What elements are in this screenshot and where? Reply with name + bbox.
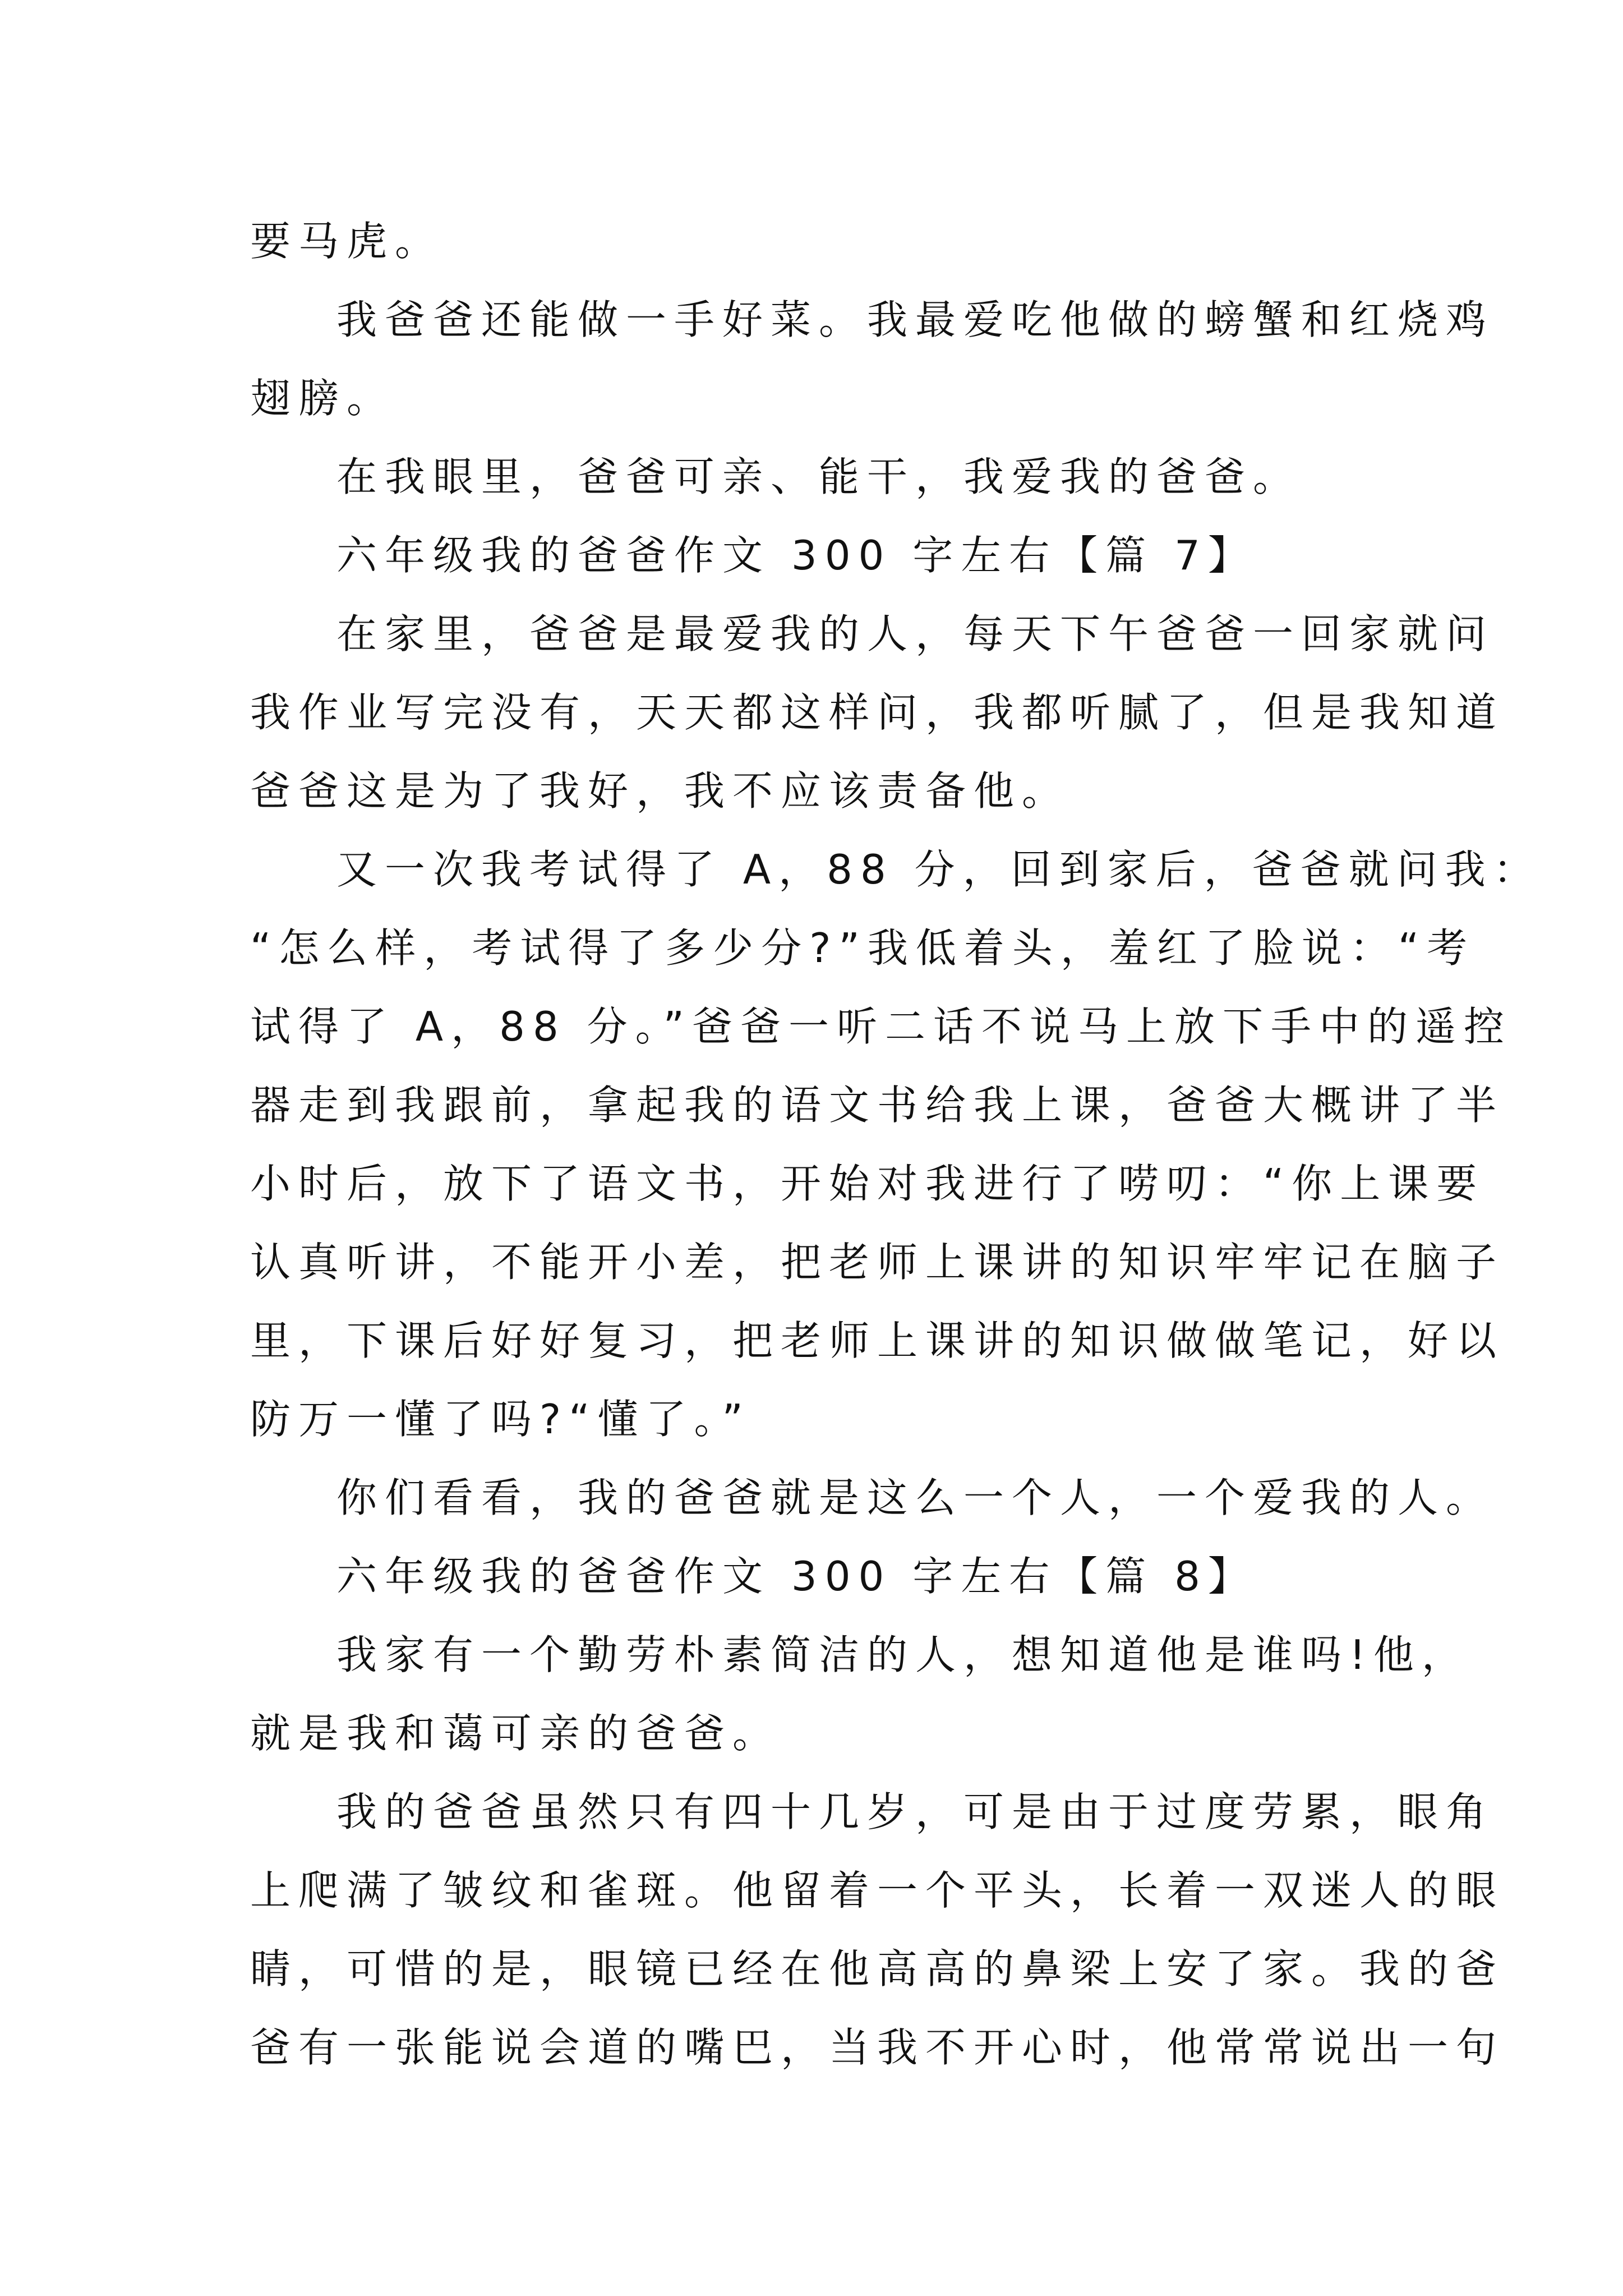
text-line: 就是我和蔼可亲的爸爸。 (250, 1710, 781, 1757)
text-line: 又一次我考试得了 A，88 分，回到家后，爸爸就问我： (336, 846, 1542, 893)
text-line: 翅膀。 (250, 375, 395, 422)
text-line: 在我眼里，爸爸可亲、能干，我爱我的爸爸。 (336, 453, 1302, 500)
text-line: 我爸爸还能做一手好菜。我最爱吃他做的螃蟹和红烧鸡 (336, 296, 1495, 343)
text-line: 我家有一个勤劳朴素简洁的人，想知道他是谁吗!他， (336, 1631, 1470, 1678)
text-line: 要马虎。 (250, 218, 444, 265)
text-line: “怎么样，考试得了多少分?”我低着头，羞红了脸说：“考 (250, 924, 1476, 972)
section-heading: 六年级我的爸爸作文 300 字左右【篇 8】 (336, 1553, 1256, 1600)
text-line: 防万一懂了吗?“懂了。” (250, 1396, 751, 1443)
text-line: 爸爸这是为了我好，我不应该责备他。 (250, 767, 1071, 815)
text-line: 我的爸爸虽然只有四十几岁，可是由于过度劳累，眼角 (336, 1788, 1495, 1835)
text-line: 在家里，爸爸是最爱我的人，每天下午爸爸一回家就问 (336, 610, 1495, 657)
text-line: 爸有一张能说会道的嘴巴，当我不开心时，他常常说出一句 (250, 2024, 1505, 2071)
text-line: 你们看看，我的爸爸就是这么一个人，一个爱我的人。 (336, 1474, 1495, 1521)
text-line: 睛，可惜的是，眼镜已经在他高高的鼻梁上安了家。我的爸 (250, 1945, 1505, 1993)
text-line: 认真听讲，不能开小差，把老师上课讲的知识牢牢记在脑子 (250, 1239, 1505, 1286)
text-line: 我作业写完没有，天天都这样问，我都听腻了，但是我知道 (250, 689, 1505, 736)
text-line: 试得了 A，88 分。”爸爸一听二话不说马上放下手中的遥控 (250, 1003, 1512, 1050)
section-heading: 六年级我的爸爸作文 300 字左右【篇 7】 (336, 532, 1256, 579)
text-line: 器走到我跟前，拿起我的语文书给我上课，爸爸大概讲了半 (250, 1082, 1505, 1129)
text-line: 小时后，放下了语文书，开始对我进行了唠叨：“你上课要 (250, 1160, 1485, 1207)
text-line: 上爬满了皱纹和雀斑。他留着一个平头，长着一双迷人的眼 (250, 1867, 1505, 1914)
text-line: 里，下课后好好复习，把老师上课讲的知识做做笔记，好以 (250, 1317, 1505, 1364)
